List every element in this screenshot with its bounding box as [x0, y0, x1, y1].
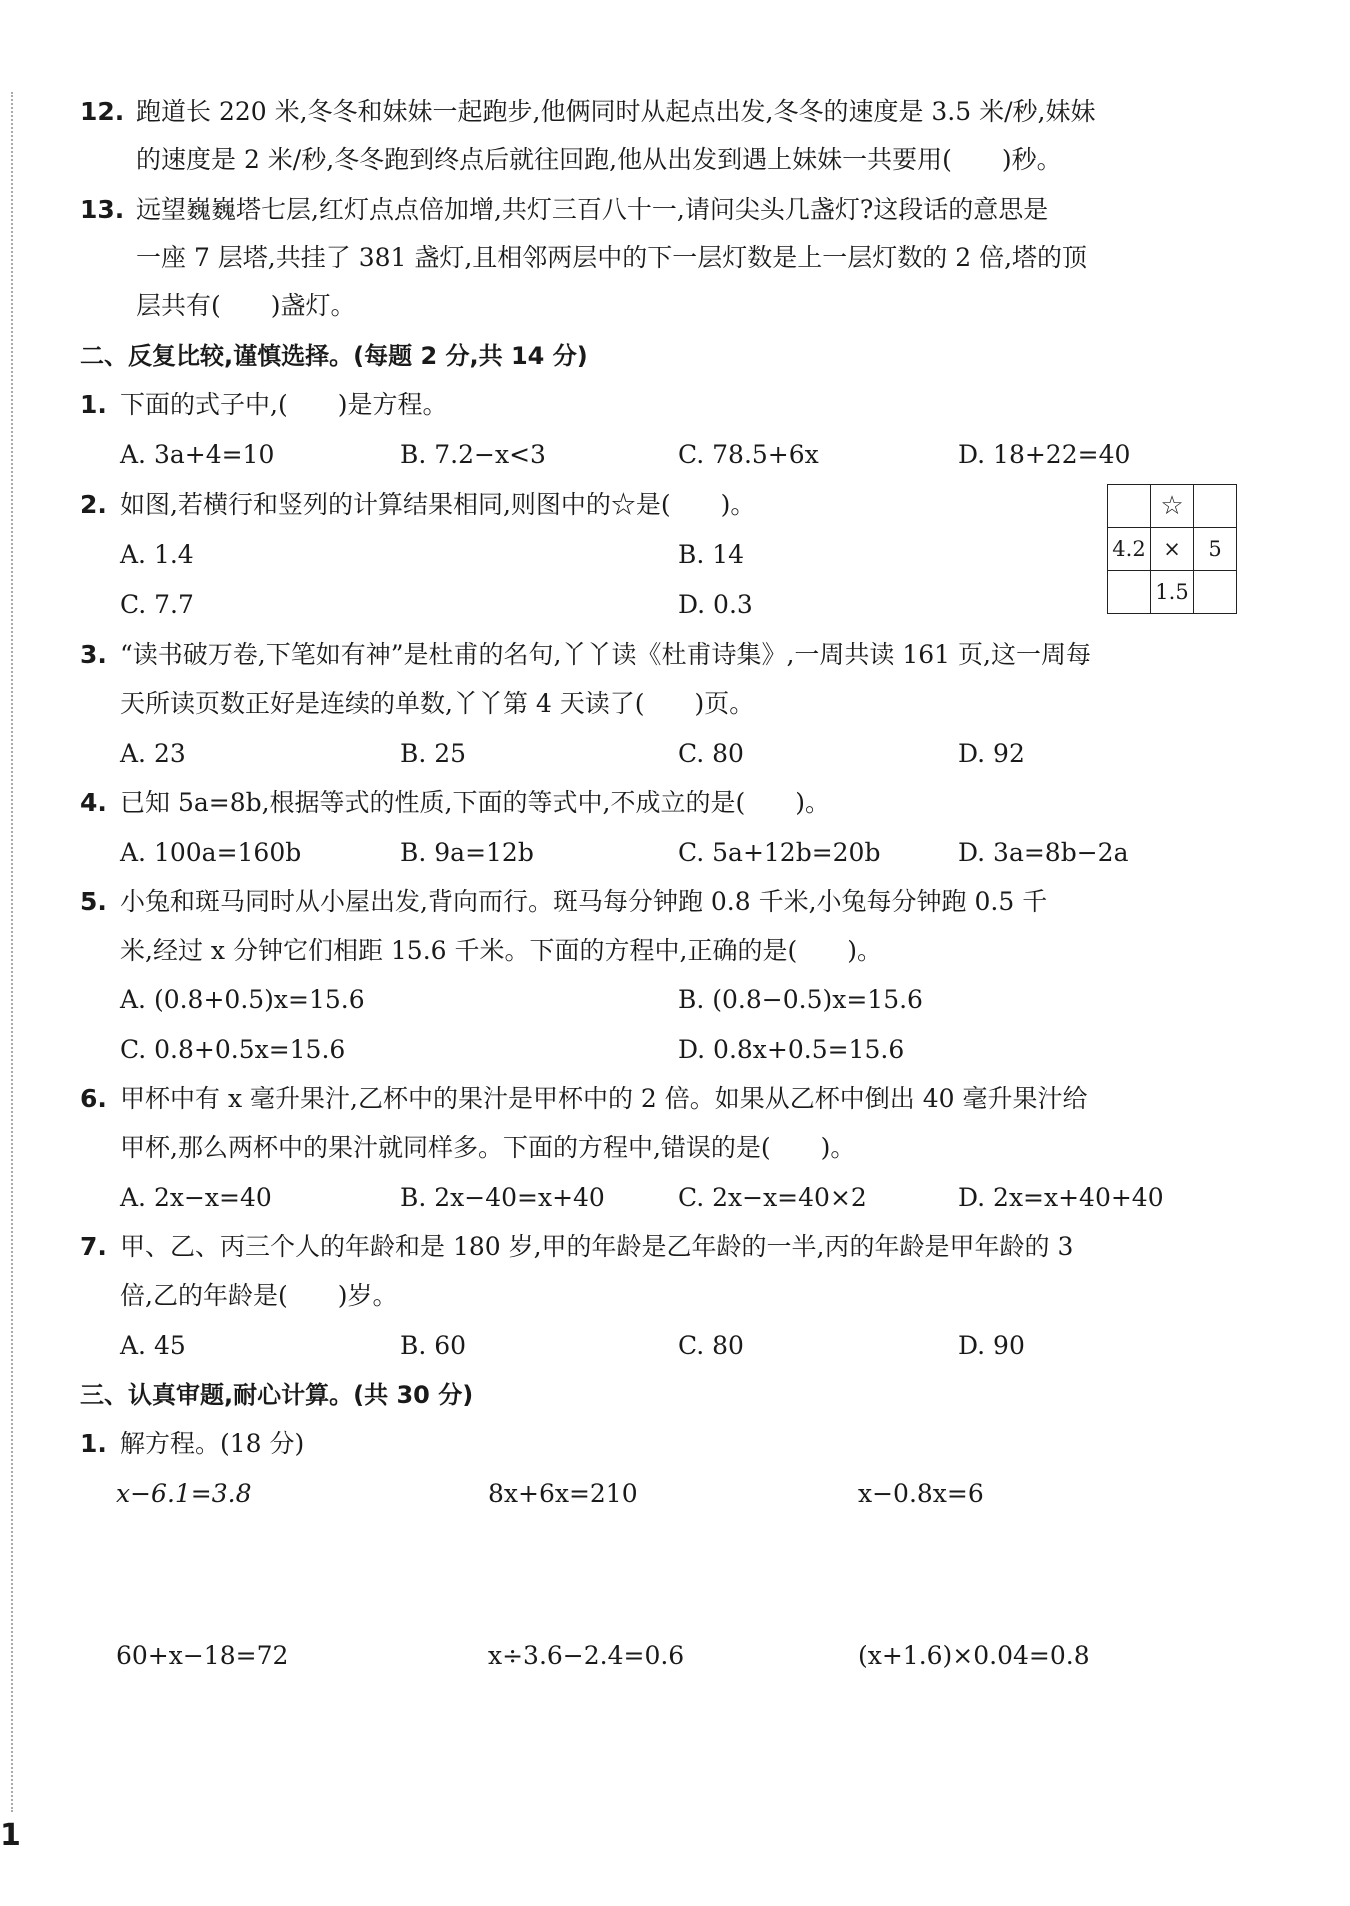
s2-q5-option-c: C. 0.8+0.5x=15.6 [120, 1035, 346, 1064]
s2-q3-option-c: C. 80 [678, 739, 744, 768]
s2-q7-option-a: A. 45 [120, 1331, 186, 1360]
s2-q2-option-a: A. 1.4 [120, 540, 194, 569]
equation-1: x−6.1=3.8 [116, 1479, 252, 1508]
s2-q3-number: 3. [80, 640, 107, 669]
binding-cut-line [11, 92, 13, 1812]
s2-q5-line-2: 米,经过 x 分钟它们相距 15.6 千米。下面的方程中,正确的是( )。 [120, 936, 882, 965]
s2-q7-number: 7. [80, 1232, 107, 1261]
calculation-grid-figure [1107, 484, 1237, 614]
s2-q5-option-a: A. (0.8+0.5)x=15.6 [120, 985, 365, 1014]
s2-q7-option-c: C. 80 [678, 1331, 744, 1360]
q12-line-1: 跑道长 220 米,冬冬和妹妹一起跑步,他俩同时从起点出发,冬冬的速度是 3.5 米/秒,妹妹 [136, 97, 1096, 126]
grid-cell: × [1151, 528, 1194, 571]
s2-q2-option-d: D. 0.3 [678, 590, 753, 619]
s2-q5-line-1: 小兔和斑马同时从小屋出发,背向而行。斑马每分钟跑 0.8 千米,小兔每分钟跑 0.5 千 [120, 887, 1048, 916]
s2-q1-option-b: B. 7.2−x<3 [400, 440, 546, 469]
grid-cell [1108, 485, 1151, 528]
s2-q1-number: 1. [80, 390, 107, 419]
s2-q7-line-2: 倍,乙的年龄是( )岁。 [120, 1281, 398, 1310]
s2-q2-stem: 如图,若横行和竖列的计算结果相同,则图中的☆是( )。 [120, 490, 756, 519]
s2-q6-line-2: 甲杯,那么两杯中的果汁就同样多。下面的方程中,错误的是( )。 [120, 1133, 856, 1162]
s2-q4-option-c: C. 5a+12b=20b [678, 838, 881, 867]
grid-cell [1194, 571, 1237, 614]
s2-q2-number: 2. [80, 490, 107, 519]
grid-cell: 4.2 [1108, 528, 1151, 571]
s2-q1-option-c: C. 78.5+6x [678, 440, 819, 469]
s2-q4-option-a: A. 100a=160b [120, 838, 302, 867]
page-number: 1 [0, 1818, 21, 1853]
q12-line-2: 的速度是 2 米/秒,冬冬跑到终点后就往回跑,他从出发到遇上妹妹一共要用( )秒。 [136, 145, 1062, 174]
s2-q6-option-b: B. 2x−40=x+40 [400, 1183, 605, 1212]
s3-q1-number: 1. [80, 1429, 107, 1458]
s2-q1-stem: 下面的式子中,( )是方程。 [120, 390, 448, 419]
s2-q7-option-d: D. 90 [958, 1331, 1025, 1360]
s2-q3-option-d: D. 92 [958, 739, 1025, 768]
section-2-title: 二、反复比较,谨慎选择。(每题 2 分,共 14 分) [80, 342, 588, 370]
s2-q6-number: 6. [80, 1084, 107, 1113]
s2-q4-option-d: D. 3a=8b−2a [958, 838, 1129, 867]
q13-number: 13. [80, 195, 125, 224]
s2-q5-option-b: B. (0.8−0.5)x=15.6 [678, 985, 923, 1014]
section-3-title: 三、认真审题,耐心计算。(共 30 分) [80, 1381, 474, 1409]
s2-q3-option-b: B. 25 [400, 739, 467, 768]
grid-cell: 5 [1194, 528, 1237, 571]
grid-cell-star: ☆ [1151, 485, 1194, 528]
s2-q4-option-b: B. 9a=12b [400, 838, 534, 867]
s2-q6-option-d: D. 2x=x+40+40 [958, 1183, 1164, 1212]
equation-3: x−0.8x=6 [858, 1479, 984, 1508]
grid-cell: 1.5 [1151, 571, 1194, 614]
s2-q5-option-d: D. 0.8x+0.5=15.6 [678, 1035, 905, 1064]
s2-q6-option-c: C. 2x−x=40×2 [678, 1183, 867, 1212]
equation-5: x÷3.6−2.4=0.6 [488, 1641, 685, 1670]
equation-6: (x+1.6)×0.04=0.8 [858, 1641, 1090, 1670]
s2-q3-line-1: “读书破万卷,下笔如有神”是杜甫的名句,丫丫读《杜甫诗集》,一周共读 161 页,这一周每 [120, 640, 1091, 669]
q13-line-1: 远望巍巍塔七层,红灯点点倍加增,共灯三百八十一,请问尖头几盏灯?这段话的意思是 [136, 195, 1049, 224]
q13-line-2: 一座 7 层塔,共挂了 381 盏灯,且相邻两层中的下一层灯数是上一层灯数的 2 倍,塔的顶 [136, 243, 1088, 272]
s2-q5-number: 5. [80, 887, 107, 916]
s2-q1-option-a: A. 3a+4=10 [120, 440, 275, 469]
q12-number: 12. [80, 97, 125, 126]
s2-q7-line-1: 甲、乙、丙三个人的年龄和是 180 岁,甲的年龄是乙年龄的一半,丙的年龄是甲年龄的 3 [120, 1232, 1074, 1261]
equation-4: 60+x−18=72 [116, 1641, 289, 1670]
s3-q1-stem: 解方程。(18 分) [120, 1429, 305, 1458]
s2-q2-option-b: B. 14 [678, 540, 745, 569]
s2-q7-option-b: B. 60 [400, 1331, 467, 1360]
s2-q3-option-a: A. 23 [120, 739, 186, 768]
s2-q2-option-c: C. 7.7 [120, 590, 194, 619]
s2-q3-line-2: 天所读页数正好是连续的单数,丫丫第 4 天读了( )页。 [120, 689, 755, 718]
s2-q4-stem: 已知 5a=8b,根据等式的性质,下面的等式中,不成立的是( )。 [120, 788, 830, 817]
grid-cell [1194, 485, 1237, 528]
s2-q6-line-1: 甲杯中有 x 毫升果汁,乙杯中的果汁是甲杯中的 2 倍。如果从乙杯中倒出 40 毫升果汁给 [120, 1084, 1088, 1113]
s2-q4-number: 4. [80, 788, 107, 817]
q13-line-3: 层共有( )盏灯。 [136, 291, 356, 320]
s2-q1-option-d: D. 18+22=40 [958, 440, 1131, 469]
s2-q6-option-a: A. 2x−x=40 [120, 1183, 272, 1212]
grid-cell [1108, 571, 1151, 614]
equation-2: 8x+6x=210 [488, 1479, 638, 1508]
